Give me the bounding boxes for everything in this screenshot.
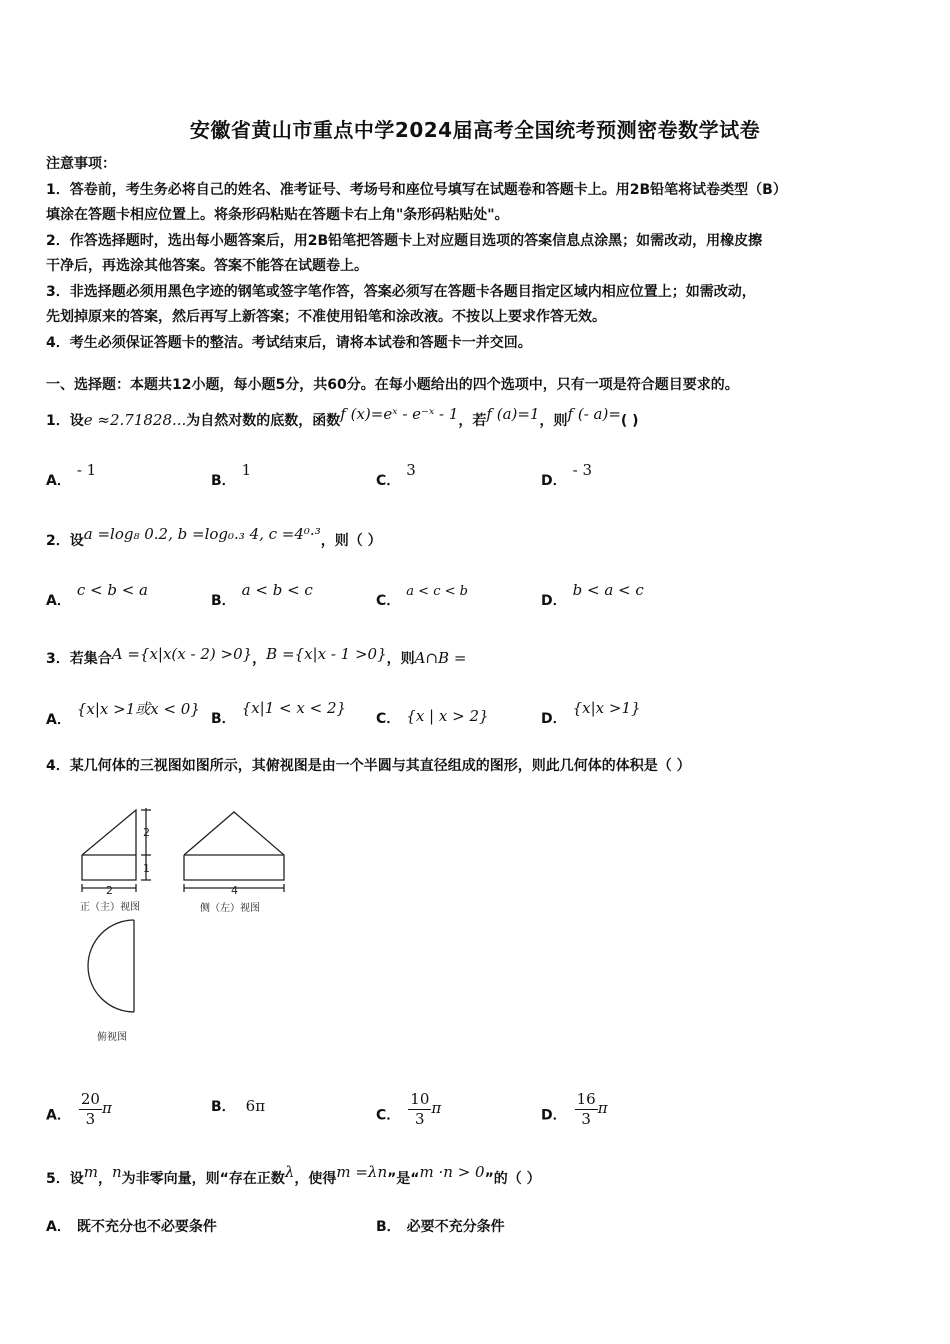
q4-option-a: A． $\frac{20}{3}$ π [46, 1090, 112, 1128]
notes-line: 先划掉原来的答案，然后再写上新答案；不准使用铅笔和涂改液。不按以上要求作答无效。 [46, 309, 606, 325]
top-view [88, 920, 134, 1012]
q3-set-a: A ={x|x(x - 2) >0} [111, 645, 253, 663]
top-view-label: 俯视图 [97, 1032, 127, 1043]
q1-text: 为自然对数的底数，函数 [186, 413, 341, 429]
q2-option-d: D．b < a < c [541, 581, 644, 609]
q2-expression: a =log₈ 0.2, b =log₀.₃ 4, c =4⁰·³ [83, 525, 321, 543]
q5-option-b: B． 必要不充分条件 [376, 1219, 505, 1235]
notes-line: 1．答卷前，考生务必将自己的姓名、准考证号、考场号和座位号填写在试题卷和答题卡上。用2B铅笔将试卷类型（B） [46, 181, 787, 198]
q1-text-if: ，若 [458, 413, 487, 429]
notes-line: 干净后，再选涂其他答案。答案不能答在试题卷上。 [46, 258, 368, 274]
q1-ask: f (- a)= [567, 405, 621, 423]
q4-option-d: D． $\frac{16}{3}$ π [541, 1090, 608, 1128]
q2-option-a: A．c < b < a [46, 581, 148, 609]
q3-ask: A∩B = [414, 649, 467, 667]
notes-line: 2．作答选择题时，选出每小题答案后，用2B铅笔把答题卡上对应题目选项的答案信息点涂黑；如需改动，用橡皮擦 [46, 232, 763, 249]
question-3: 3．若集合A ={x|x(x - 2) >0}，B ={x|x - 1 >0}，则A∩B = [46, 645, 467, 667]
q1-option-d: D．- 3 [541, 461, 593, 489]
q3-option-b: B．{x|1 < x < 2} [211, 699, 347, 727]
q1-function: f (x)=eˣ - e⁻ˣ - 1 [340, 405, 459, 423]
q2-option-b: B．a < b < c [211, 581, 313, 609]
question-4: 4．某几何体的三视图如图所示，其俯视图是由一个半圆与其直径组成的图形，则此几何体的体积是（ ） [46, 758, 691, 774]
q1-answer-paren: ( ) [620, 413, 639, 429]
notes-block [46, 152, 908, 356]
q1-e-value: e ≈2.71828... [83, 411, 187, 429]
notes-line: 4．考生必须保证答题卡的整洁。考试结束后，请将本试卷和答题卡一并交回。 [46, 334, 532, 351]
q3-set-b: B ={x|x - 1 >0} [266, 645, 387, 663]
q3-prefix: 3．若集合 [46, 651, 112, 667]
q2-option-c: C．a < c < b [376, 584, 468, 609]
side-dim-4: 4 [231, 884, 238, 897]
q4-option-b: B． 6π [211, 1097, 266, 1115]
q3-option-c: C． {x | x > 2} [376, 707, 489, 727]
front-dim-2-bottom: 2 [106, 884, 113, 897]
q1-text-then: ，则 [539, 413, 568, 429]
notes-line: 3．非选择题必须用黑色字迹的钢笔或签字笔作答，答案必须写在答题卡各题目指定区域内相应位置上；如需改动， [46, 283, 756, 300]
q2-prefix: 2．设 [46, 533, 84, 549]
notes-heading: 注意事项： [46, 156, 116, 172]
section-heading: 一、选择题：本题共12小题，每小题5分，共60分。在每小题给出的四个选项中，只有一项是符合题目要求的。 [46, 377, 739, 393]
side-view [184, 812, 284, 892]
q5-option-a: A． 既不充分也不必要条件 [46, 1219, 217, 1235]
side-view-label: 侧（左）视图 [200, 903, 260, 914]
front-view-label: 正（主）视图 [80, 902, 140, 913]
q1-condition: f (a)=1 [486, 405, 540, 423]
exam-title: 安徽省黄山市重点中学2024届高考全国统考预测密卷数学试卷 [189, 118, 761, 142]
notes-line: 填涂在答题卡相应位置上。将条形码粘贴在答题卡右上角"条形码粘贴处"。 [46, 207, 509, 223]
three-view-figure [70, 800, 310, 1050]
front-view [82, 808, 151, 892]
q1-prefix: 1．设 [46, 413, 84, 429]
q3-option-d: D．{x|x >1} [541, 699, 641, 727]
question-1 [46, 405, 926, 430]
q2-suffix: ，则（ ） [320, 533, 382, 549]
front-dim-1: 1 [143, 862, 150, 875]
q1-option-c: C．3 [376, 461, 416, 489]
q3-option-a: A．{x|x >1或x < 0} [46, 700, 200, 728]
q1-option-a: A．- 1 [46, 461, 97, 489]
question-2 [46, 525, 926, 550]
q1-option-b: B．1 [211, 461, 252, 489]
q4-option-c: C． $\frac{10}{3}$ π [376, 1090, 442, 1128]
question-5: 5．设m，n为非零向量，则“存在正数λ，使得m =λn”是“m ·n > 0”的（ ） [46, 1163, 541, 1187]
front-dim-2: 2 [143, 826, 150, 839]
